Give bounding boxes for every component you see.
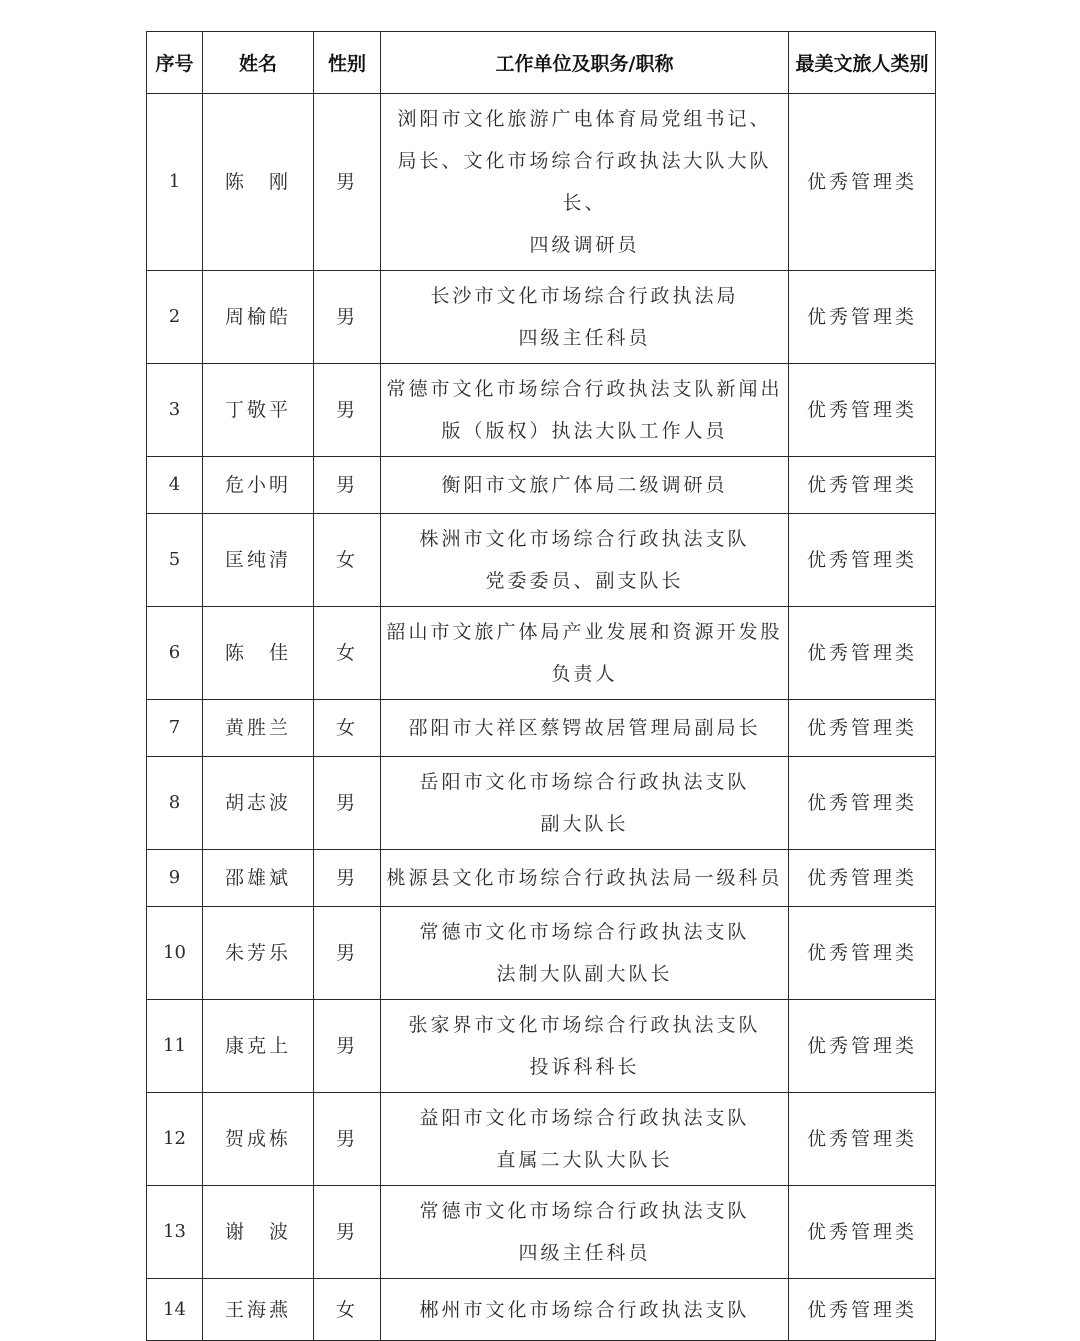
- cell-work-unit-title: 衡阳市文旅广体局二级调研员: [381, 457, 789, 514]
- cell-serial-number: 13: [147, 1186, 203, 1279]
- table-row: [147, 700, 936, 757]
- awardee-table: [146, 31, 936, 1341]
- cell-gender: 女: [314, 1279, 381, 1341]
- cell-work-unit-title: 浏阳市文化旅游广电体育局党组书记、 局长、文化市场综合行政执法大队大队长、 四级调研员: [381, 94, 789, 271]
- cell-gender: 女: [314, 700, 381, 757]
- cell-category: 优秀管理类: [789, 1279, 936, 1341]
- table-body: [147, 94, 936, 1341]
- cell-name: 邵雄斌: [203, 850, 314, 907]
- cell-category: 优秀管理类: [789, 757, 936, 850]
- table-row: [147, 907, 936, 1000]
- header-work-unit-title: 工作单位及职务/职称: [381, 32, 789, 94]
- cell-category: 优秀管理类: [789, 457, 936, 514]
- table-row: [147, 514, 936, 607]
- cell-name: 王海燕: [203, 1279, 314, 1341]
- cell-category: 优秀管理类: [789, 1000, 936, 1093]
- cell-work-unit-title: 郴州市文化市场综合行政执法支队: [381, 1279, 789, 1341]
- header-name: 姓名: [203, 32, 314, 94]
- header-serial-number: 序号: [147, 32, 203, 94]
- cell-serial-number: 9: [147, 850, 203, 907]
- cell-category: 优秀管理类: [789, 700, 936, 757]
- cell-serial-number: 1: [147, 94, 203, 271]
- cell-serial-number: 12: [147, 1093, 203, 1186]
- cell-serial-number: 2: [147, 271, 203, 364]
- cell-serial-number: 7: [147, 700, 203, 757]
- cell-work-unit-title: 常德市文化市场综合行政执法支队 四级主任科员: [381, 1186, 789, 1279]
- table-row: [147, 757, 936, 850]
- cell-category: 优秀管理类: [789, 514, 936, 607]
- cell-name: 谢 波: [203, 1186, 314, 1279]
- cell-gender: 男: [314, 907, 381, 1000]
- table-row: [147, 850, 936, 907]
- cell-serial-number: 11: [147, 1000, 203, 1093]
- table-row: [147, 1279, 936, 1341]
- cell-name: 陈 刚: [203, 94, 314, 271]
- cell-work-unit-title: 邵阳市大祥区蔡锷故居管理局副局长: [381, 700, 789, 757]
- cell-gender: 男: [314, 757, 381, 850]
- cell-name: 丁敬平: [203, 364, 314, 457]
- cell-serial-number: 4: [147, 457, 203, 514]
- cell-work-unit-title: 常德市文化市场综合行政执法支队 法制大队副大队长: [381, 907, 789, 1000]
- cell-gender: 女: [314, 607, 381, 700]
- cell-gender: 男: [314, 457, 381, 514]
- table-row: [147, 1000, 936, 1093]
- cell-name: 危小明: [203, 457, 314, 514]
- cell-serial-number: 8: [147, 757, 203, 850]
- header-category: 最美文旅人类别: [789, 32, 936, 94]
- cell-gender: 男: [314, 94, 381, 271]
- cell-category: 优秀管理类: [789, 907, 936, 1000]
- cell-work-unit-title: 桃源县文化市场综合行政执法局一级科员: [381, 850, 789, 907]
- table-row: [147, 1186, 936, 1279]
- cell-gender: 女: [314, 514, 381, 607]
- cell-name: 匡纯清: [203, 514, 314, 607]
- cell-name: 康克上: [203, 1000, 314, 1093]
- cell-work-unit-title: 岳阳市文化市场综合行政执法支队 副大队长: [381, 757, 789, 850]
- cell-gender: 男: [314, 364, 381, 457]
- cell-category: 优秀管理类: [789, 1186, 936, 1279]
- cell-category: 优秀管理类: [789, 364, 936, 457]
- table-row: [147, 271, 936, 364]
- cell-gender: 男: [314, 271, 381, 364]
- cell-name: 胡志波: [203, 757, 314, 850]
- table-row: [147, 94, 936, 271]
- cell-category: 优秀管理类: [789, 1093, 936, 1186]
- table-header: [147, 32, 936, 94]
- cell-work-unit-title: 张家界市文化市场综合行政执法支队 投诉科科长: [381, 1000, 789, 1093]
- cell-work-unit-title: 株洲市文化市场综合行政执法支队 党委委员、副支队长: [381, 514, 789, 607]
- cell-name: 陈 佳: [203, 607, 314, 700]
- cell-category: 优秀管理类: [789, 94, 936, 271]
- cell-gender: 男: [314, 1186, 381, 1279]
- cell-category: 优秀管理类: [789, 271, 936, 364]
- cell-work-unit-title: 长沙市文化市场综合行政执法局 四级主任科员: [381, 271, 789, 364]
- cell-name: 黄胜兰: [203, 700, 314, 757]
- cell-category: 优秀管理类: [789, 607, 936, 700]
- cell-gender: 男: [314, 1093, 381, 1186]
- cell-serial-number: 10: [147, 907, 203, 1000]
- cell-serial-number: 3: [147, 364, 203, 457]
- cell-name: 贺成栋: [203, 1093, 314, 1186]
- cell-serial-number: 5: [147, 514, 203, 607]
- cell-category: 优秀管理类: [789, 850, 936, 907]
- cell-work-unit-title: 常德市文化市场综合行政执法支队新闻出 版（版权）执法大队工作人员: [381, 364, 789, 457]
- cell-work-unit-title: 韶山市文旅广体局产业发展和资源开发股 负责人: [381, 607, 789, 700]
- header-gender: 性别: [314, 32, 381, 94]
- table-row: [147, 1093, 936, 1186]
- table-row: [147, 364, 936, 457]
- cell-serial-number: 14: [147, 1279, 203, 1341]
- table-row: [147, 457, 936, 514]
- cell-gender: 男: [314, 1000, 381, 1093]
- table-row: [147, 607, 936, 700]
- header-row: [147, 32, 936, 94]
- cell-serial-number: 6: [147, 607, 203, 700]
- cell-gender: 男: [314, 850, 381, 907]
- cell-work-unit-title: 益阳市文化市场综合行政执法支队 直属二大队大队长: [381, 1093, 789, 1186]
- cell-name: 周榆皓: [203, 271, 314, 364]
- cell-name: 朱芳乐: [203, 907, 314, 1000]
